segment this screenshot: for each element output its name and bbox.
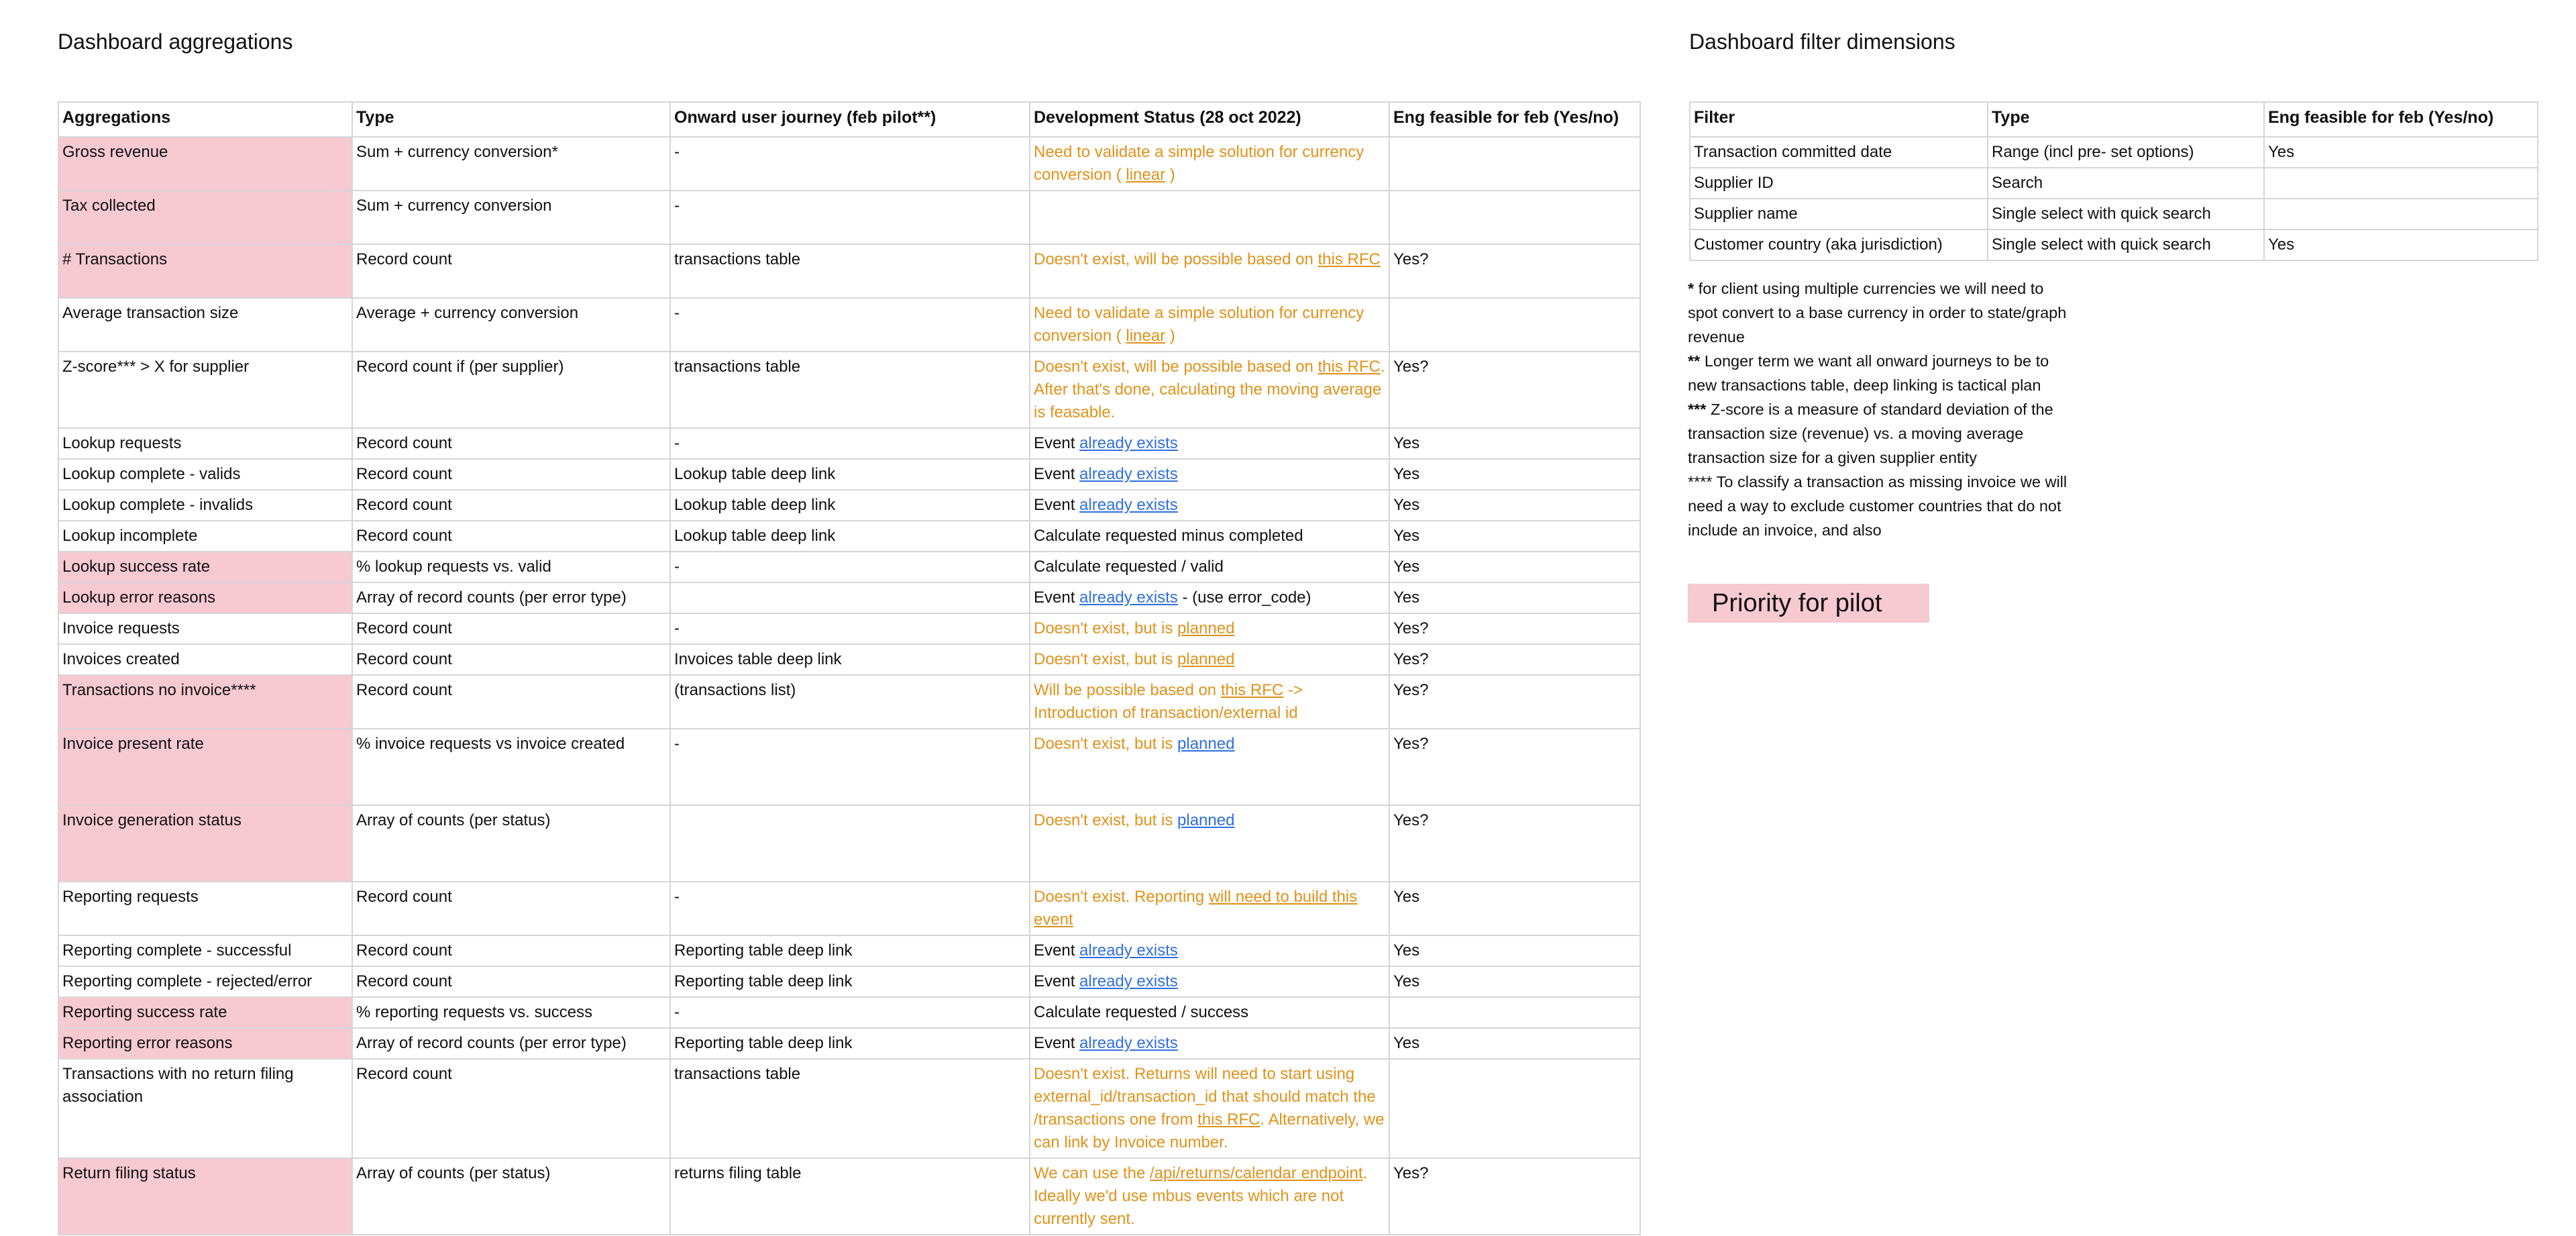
agg-col-aggregations: Aggregations	[58, 102, 352, 137]
aggregation-eng-cell: Yes?	[1389, 644, 1640, 675]
agg-col-type: Type	[352, 102, 670, 137]
status-link[interactable]: already exists	[1079, 496, 1178, 514]
aggregation-type-cell: Record count	[352, 244, 670, 298]
aggregation-name-cell: Average transaction size	[58, 298, 352, 352]
footnote-text: for client using multiple currencies we will need to spot convert to a base currency in order to state/graph revenue	[1688, 280, 2067, 346]
aggregation-status-cell	[1030, 882, 1389, 935]
aggregation-name-cell: Transactions with no return filing association	[58, 1059, 352, 1158]
aggregation-journey-cell: Reporting table deep link	[670, 966, 1030, 997]
aggregation-name-cell: Lookup complete - invalids	[58, 490, 352, 521]
aggregation-status-cell	[1030, 298, 1389, 352]
aggregation-type-cell: Average + currency conversion	[352, 298, 670, 352]
aggregation-type-cell: % lookup requests vs. valid	[352, 552, 670, 582]
status-text: Event	[1034, 972, 1080, 990]
status-link[interactable]: this RFC	[1318, 358, 1381, 376]
aggregation-status-cell	[1030, 137, 1389, 191]
aggregation-type-cell: Sum + currency conversion*	[352, 137, 670, 191]
aggregation-type-cell: Record count	[352, 521, 670, 552]
aggregation-name-cell: Reporting success rate	[58, 997, 352, 1028]
footnote	[1688, 397, 2077, 470]
aggregation-journey-cell: Invoices table deep link	[670, 644, 1030, 675]
aggregation-name-cell: Lookup error reasons	[58, 582, 352, 613]
table-row	[58, 521, 1640, 552]
status-text: Need to validate a simple solution for currency conversion (	[1034, 304, 1364, 345]
status-text: Doesn't exist. Returns will need to start using external_id/transaction_id that should match the /transactions one from	[1034, 1065, 1376, 1129]
aggregation-type-cell: Array of counts (per status)	[352, 1158, 670, 1235]
status-text: . Alternatively, we can link by Invoice number.	[1034, 1111, 1385, 1151]
aggregation-name-cell: Lookup incomplete	[58, 521, 352, 552]
status-link[interactable]: already exists	[1079, 972, 1178, 990]
aggregation-eng-cell	[1389, 298, 1640, 352]
aggregation-type-cell: Sum + currency conversion	[352, 191, 670, 244]
aggregation-eng-cell: Yes?	[1389, 613, 1640, 644]
aggregation-journey-cell: transactions table	[670, 1059, 1030, 1158]
aggregation-eng-cell: Yes?	[1389, 1158, 1640, 1235]
aggregation-type-cell: % reporting requests vs. success	[352, 997, 670, 1028]
table-row	[1690, 199, 2538, 229]
table-row	[58, 997, 1640, 1028]
filter-eng-cell: Yes	[2264, 137, 2538, 168]
aggregation-status-cell	[1030, 729, 1389, 805]
table-row	[58, 805, 1640, 882]
filter-eng-cell: Yes	[2264, 229, 2538, 260]
filter-col-eng: Eng feasible for feb (Yes/no)	[2264, 102, 2538, 137]
status-link[interactable]: planned	[1177, 811, 1235, 829]
aggregation-name-cell: Reporting complete - successful	[58, 935, 352, 966]
aggregation-status-cell	[1030, 352, 1389, 428]
aggregation-journey-cell: -	[670, 191, 1030, 244]
table-row	[58, 137, 1640, 191]
status-text: )	[1165, 327, 1175, 345]
table-row	[58, 882, 1640, 935]
aggregation-type-cell: Record count	[352, 882, 670, 935]
aggregation-journey-cell: -	[670, 613, 1030, 644]
aggregation-name-cell: Reporting complete - rejected/error	[58, 966, 352, 997]
aggregation-name-cell: # Transactions	[58, 244, 352, 298]
filter-eng-cell	[2264, 199, 2538, 229]
table-row	[58, 459, 1640, 490]
aggregation-status-cell	[1030, 191, 1389, 244]
aggregation-eng-cell: Yes	[1389, 966, 1640, 997]
aggregation-eng-cell: Yes	[1389, 490, 1640, 521]
aggregation-journey-cell: -	[670, 137, 1030, 191]
status-link[interactable]: already exists	[1079, 1034, 1178, 1052]
table-row	[58, 644, 1640, 675]
filter-name-cell: Supplier name	[1690, 199, 1988, 229]
table-row	[58, 729, 1640, 805]
aggregations-table	[58, 101, 1641, 1235]
filter-col-type: Type	[1988, 102, 2264, 137]
aggregation-eng-cell: Yes	[1389, 459, 1640, 490]
table-row	[58, 675, 1640, 729]
filters-table	[1689, 101, 2538, 261]
status-text: . Ideally we'd use mbus events which are not currently sent.	[1034, 1164, 1368, 1228]
status-link[interactable]: already exists	[1079, 941, 1178, 960]
aggregation-name-cell: Invoice generation status	[58, 805, 352, 882]
footnote	[1688, 349, 2077, 397]
aggregation-journey-cell: returns filing table	[670, 1158, 1030, 1235]
footnotes	[1688, 276, 2077, 542]
aggregation-status-cell	[1030, 521, 1389, 552]
aggregation-status-cell	[1030, 490, 1389, 521]
aggregation-name-cell: Invoice present rate	[58, 729, 352, 805]
status-text: )	[1165, 166, 1175, 184]
status-link[interactable]: this RFC	[1318, 250, 1381, 268]
agg-col-eng: Eng feasible for feb (Yes/no)	[1389, 102, 1640, 137]
agg-col-journey: Onward user journey (feb pilot**)	[670, 102, 1030, 137]
table-row	[58, 428, 1640, 459]
table-row	[58, 298, 1640, 352]
filter-type-cell: Range (incl pre- set options)	[1988, 137, 2264, 168]
aggregations-header-row	[58, 102, 1640, 137]
aggregation-type-cell: Record count	[352, 966, 670, 997]
status-text: Event	[1034, 1034, 1080, 1052]
aggregation-status-cell	[1030, 459, 1389, 490]
status-text: We can use the	[1034, 1164, 1150, 1182]
priority-legend	[1688, 584, 1929, 623]
aggregation-journey-cell: Lookup table deep link	[670, 490, 1030, 521]
aggregation-name-cell: Invoice requests	[58, 613, 352, 644]
aggregation-name-cell: Lookup complete - valids	[58, 459, 352, 490]
status-text: Event	[1034, 588, 1080, 607]
aggregation-journey-cell: Reporting table deep link	[670, 1028, 1030, 1059]
aggregation-eng-cell: Yes?	[1389, 675, 1640, 729]
filters-title: Dashboard filter dimensions	[1689, 30, 1955, 54]
aggregation-eng-cell	[1389, 1059, 1640, 1158]
filter-name-cell: Supplier ID	[1690, 168, 1988, 199]
aggregation-type-cell: Record count if (per supplier)	[352, 352, 670, 428]
footnote	[1688, 276, 2077, 349]
aggregation-name-cell: Invoices created	[58, 644, 352, 675]
aggregation-type-cell: Record count	[352, 613, 670, 644]
aggregation-eng-cell: Yes	[1389, 521, 1640, 552]
aggregation-status-cell	[1030, 613, 1389, 644]
table-row	[58, 935, 1640, 966]
aggregation-status-cell	[1030, 805, 1389, 882]
aggregation-type-cell: Array of counts (per status)	[352, 805, 670, 882]
aggregation-status-cell	[1030, 582, 1389, 613]
status-text: Doesn't exist, but is	[1034, 650, 1178, 668]
aggregation-status-cell	[1030, 997, 1389, 1028]
aggregation-eng-cell	[1389, 997, 1640, 1028]
aggregation-eng-cell	[1389, 137, 1640, 191]
aggregation-status-cell	[1030, 675, 1389, 729]
agg-col-status: Development Status (28 oct 2022)	[1030, 102, 1389, 137]
aggregation-eng-cell: Yes?	[1389, 729, 1640, 805]
table-row	[58, 582, 1640, 613]
aggregation-journey-cell	[670, 582, 1030, 613]
aggregation-journey-cell: -	[670, 729, 1030, 805]
table-row	[58, 1059, 1640, 1158]
aggregation-journey-cell: -	[670, 298, 1030, 352]
status-link[interactable]: /api/returns/calendar endpoint	[1150, 1164, 1363, 1182]
aggregation-type-cell: Record count	[352, 935, 670, 966]
aggregations-title: Dashboard aggregations	[58, 30, 293, 54]
status-link[interactable]: this RFC	[1197, 1111, 1260, 1129]
footnote-text: **** To classify a transaction as missing invoice we will need a way to exclude customer countries that do not include an invoice, and also	[1688, 473, 2068, 539]
aggregation-status-cell	[1030, 1158, 1389, 1235]
aggregation-type-cell: Record count	[352, 428, 670, 459]
aggregation-journey-cell: -	[670, 552, 1030, 582]
status-text: Event	[1034, 941, 1080, 960]
table-row	[58, 552, 1640, 582]
aggregation-status-cell	[1030, 966, 1389, 997]
status-text: Doesn't exist, but is	[1034, 735, 1178, 753]
table-row	[1690, 229, 2538, 260]
table-row	[58, 352, 1640, 428]
status-text: Event	[1034, 434, 1080, 452]
status-text: Will be possible based on	[1034, 681, 1221, 699]
status-text: Event	[1034, 465, 1080, 483]
aggregation-journey-cell: Lookup table deep link	[670, 521, 1030, 552]
table-row	[58, 613, 1640, 644]
aggregation-journey-cell: -	[670, 882, 1030, 935]
table-row	[58, 1158, 1640, 1235]
filter-name-cell: Customer country (aka jurisdiction)	[1690, 229, 1988, 260]
status-text: . After that's done, calculating the moving average is feasable.	[1034, 358, 1385, 421]
status-text: -> Introduction of transaction/external id	[1034, 681, 1303, 722]
footnote-marker: ***	[1688, 401, 1707, 418]
filter-type-cell: Single select with quick search	[1988, 229, 2264, 260]
filter-type-cell: Search	[1988, 168, 2264, 199]
aggregation-type-cell: Record count	[352, 459, 670, 490]
aggregation-status-cell	[1030, 935, 1389, 966]
aggregation-status-cell	[1030, 644, 1389, 675]
aggregation-type-cell: Array of record counts (per error type)	[352, 1028, 670, 1059]
aggregation-journey-cell: (transactions list)	[670, 675, 1030, 729]
footnote-text: Z-score is a measure of standard deviation of the transaction size (revenue) vs. a moving average transaction size for a given supplier entity	[1688, 401, 2053, 466]
aggregation-journey-cell	[670, 805, 1030, 882]
status-link[interactable]: planned	[1177, 735, 1235, 753]
aggregation-type-cell: Record count	[352, 1059, 670, 1158]
filter-col-filter: Filter	[1690, 102, 1988, 137]
table-row	[58, 966, 1640, 997]
aggregation-eng-cell: Yes	[1389, 428, 1640, 459]
status-link[interactable]: already exists	[1079, 434, 1178, 452]
aggregation-eng-cell: Yes?	[1389, 352, 1640, 428]
aggregation-type-cell: % invoice requests vs invoice created	[352, 729, 670, 805]
table-row	[58, 1028, 1640, 1059]
status-link[interactable]: already exists	[1079, 465, 1178, 483]
status-text: - (use error_code)	[1177, 588, 1311, 607]
status-link[interactable]: planned	[1177, 619, 1235, 637]
aggregation-name-cell: Lookup requests	[58, 428, 352, 459]
aggregation-status-cell	[1030, 428, 1389, 459]
aggregation-eng-cell: Yes?	[1389, 805, 1640, 882]
table-row	[58, 191, 1640, 244]
status-text: Doesn't exist, but is	[1034, 619, 1178, 637]
aggregation-journey-cell: -	[670, 428, 1030, 459]
filters-header-row	[1690, 102, 2538, 137]
aggregation-type-cell: Record count	[352, 490, 670, 521]
aggregation-name-cell: Gross revenue	[58, 137, 352, 191]
aggregation-journey-cell: Reporting table deep link	[670, 935, 1030, 966]
aggregation-eng-cell: Yes	[1389, 552, 1640, 582]
aggregation-name-cell: Lookup success rate	[58, 552, 352, 582]
aggregation-eng-cell: Yes?	[1389, 244, 1640, 298]
aggregation-name-cell: Return filing status	[58, 1158, 352, 1235]
status-text: Calculate requested minus completed	[1034, 527, 1303, 545]
aggregation-name-cell: Z-score*** > X for supplier	[58, 352, 352, 428]
aggregation-type-cell: Record count	[352, 644, 670, 675]
aggregation-eng-cell: Yes	[1389, 882, 1640, 935]
status-text: Need to validate a simple solution for currency conversion (	[1034, 143, 1364, 184]
filter-type-cell: Single select with quick search	[1988, 199, 2264, 229]
status-text: Calculate requested / valid	[1034, 558, 1224, 576]
status-text: Doesn't exist, will be possible based on	[1034, 250, 1318, 268]
footnote	[1688, 470, 2077, 542]
status-link[interactable]: already exists	[1079, 588, 1178, 607]
footnote-text: Longer term we want all onward journeys to be to new transactions table, deep linking is tactical plan	[1688, 352, 2049, 394]
aggregation-eng-cell: Yes	[1389, 935, 1640, 966]
aggregation-name-cell: Tax collected	[58, 191, 352, 244]
status-text: Event	[1034, 496, 1080, 514]
aggregation-status-cell	[1030, 1028, 1389, 1059]
status-text: Doesn't exist. Reporting	[1034, 888, 1209, 906]
aggregation-status-cell	[1030, 244, 1389, 298]
status-link[interactable]: linear	[1126, 327, 1166, 345]
table-row	[1690, 137, 2538, 168]
status-text: Doesn't exist, will be possible based on	[1034, 358, 1318, 376]
aggregation-journey-cell: transactions table	[670, 352, 1030, 428]
status-link[interactable]: will need to build this event	[1034, 888, 1358, 929]
aggregation-type-cell: Array of record counts (per error type)	[352, 582, 670, 613]
aggregation-status-cell	[1030, 552, 1389, 582]
status-text: Calculate requested / success	[1034, 1003, 1249, 1021]
aggregation-eng-cell: Yes	[1389, 1028, 1640, 1059]
aggregation-name-cell: Reporting error reasons	[58, 1028, 352, 1059]
aggregation-eng-cell	[1389, 191, 1640, 244]
table-row	[1690, 168, 2538, 199]
aggregation-journey-cell: transactions table	[670, 244, 1030, 298]
table-row	[58, 490, 1640, 521]
aggregation-journey-cell: Lookup table deep link	[670, 459, 1030, 490]
table-row	[58, 244, 1640, 298]
status-link[interactable]: planned	[1177, 650, 1235, 668]
aggregation-journey-cell: -	[670, 997, 1030, 1028]
aggregation-status-cell	[1030, 1059, 1389, 1158]
aggregation-name-cell: Reporting requests	[58, 882, 352, 935]
status-link[interactable]: this RFC	[1220, 681, 1284, 699]
status-link[interactable]: linear	[1126, 166, 1166, 184]
aggregation-eng-cell: Yes	[1389, 582, 1640, 613]
filter-eng-cell	[2264, 168, 2538, 199]
filter-name-cell: Transaction committed date	[1690, 137, 1988, 168]
aggregation-name-cell: Transactions no invoice****	[58, 675, 352, 729]
footnote-marker: **	[1688, 352, 1701, 370]
footnote-marker: *	[1688, 280, 1695, 297]
aggregation-type-cell: Record count	[352, 675, 670, 729]
status-text: Doesn't exist, but is	[1034, 811, 1178, 829]
priority-legend-label: Priority for pilot	[1712, 589, 1882, 617]
